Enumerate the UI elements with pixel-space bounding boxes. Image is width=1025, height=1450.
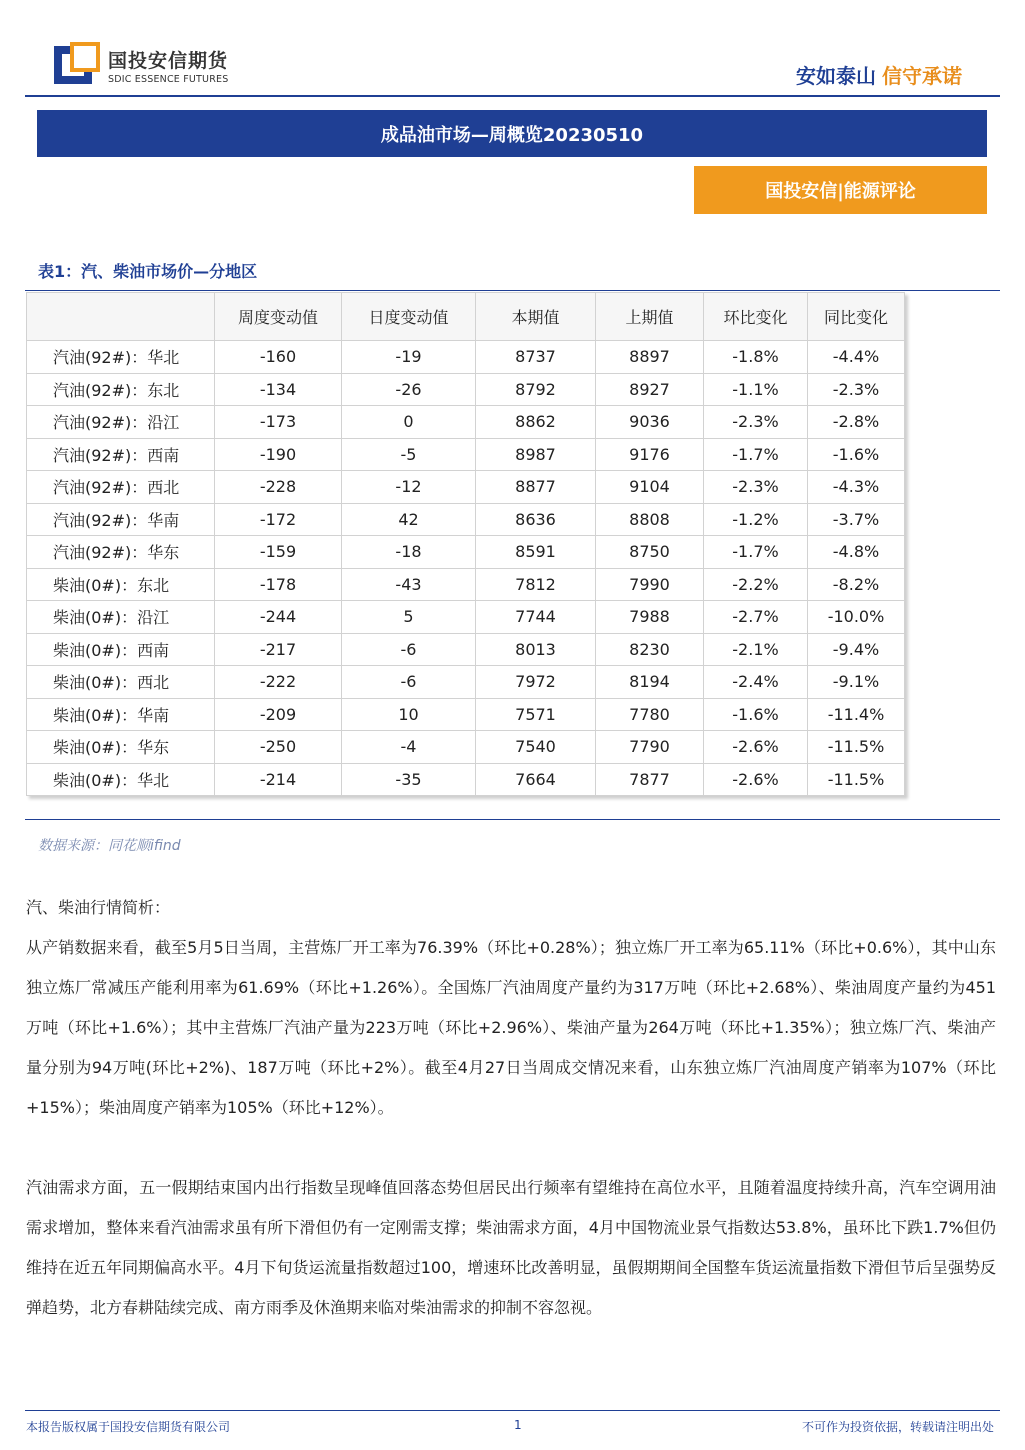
region-cell: 汽油(92#)：西南 bbox=[27, 438, 215, 471]
value-cell: 7972 bbox=[476, 666, 596, 699]
value-cell: 7790 bbox=[596, 731, 704, 764]
region-cell: 汽油(92#)：沿江 bbox=[27, 406, 215, 439]
value-cell: -26 bbox=[342, 373, 476, 406]
region-cell: 柴油(0#)：东北 bbox=[27, 568, 215, 601]
table-row bbox=[27, 373, 905, 406]
region-cell: 柴油(0#)：西南 bbox=[27, 633, 215, 666]
region-cell: 柴油(0#)：华东 bbox=[27, 731, 215, 764]
table-row bbox=[27, 536, 905, 569]
table-row bbox=[27, 438, 905, 471]
column-header: 环比变化 bbox=[704, 293, 808, 341]
value-cell: -4.8% bbox=[808, 536, 905, 569]
region-cell: 柴油(0#)：华南 bbox=[27, 698, 215, 731]
value-cell: -222 bbox=[215, 666, 342, 699]
table-title: 表1：汽、柴油市场价—分地区 bbox=[38, 262, 258, 281]
value-cell: -6 bbox=[342, 666, 476, 699]
region-cell: 汽油(92#)：华北 bbox=[27, 341, 215, 374]
value-cell: -9.4% bbox=[808, 633, 905, 666]
value-cell: -209 bbox=[215, 698, 342, 731]
value-cell: 8013 bbox=[476, 633, 596, 666]
value-cell: 8897 bbox=[596, 341, 704, 374]
data-source-note: 数据来源：同花顺ifind bbox=[38, 838, 181, 854]
column-header: 本期值 bbox=[476, 293, 596, 341]
table-row bbox=[27, 698, 905, 731]
value-cell: -1.2% bbox=[704, 503, 808, 536]
value-cell: 7988 bbox=[596, 601, 704, 634]
value-cell: -2.8% bbox=[808, 406, 905, 439]
value-cell: 8877 bbox=[476, 471, 596, 504]
value-cell: 7780 bbox=[596, 698, 704, 731]
value-cell: -1.6% bbox=[704, 698, 808, 731]
value-cell: 8636 bbox=[476, 503, 596, 536]
value-cell: -159 bbox=[215, 536, 342, 569]
header-divider bbox=[25, 95, 1000, 97]
value-cell: -190 bbox=[215, 438, 342, 471]
value-cell: -173 bbox=[215, 406, 342, 439]
page-number: 1 bbox=[514, 1418, 522, 1432]
table-row bbox=[27, 568, 905, 601]
table-body bbox=[27, 341, 905, 796]
value-cell: -2.3% bbox=[808, 373, 905, 406]
value-cell: 8194 bbox=[596, 666, 704, 699]
value-cell: -172 bbox=[215, 503, 342, 536]
region-cell: 柴油(0#)：沿江 bbox=[27, 601, 215, 634]
value-cell: -43 bbox=[342, 568, 476, 601]
value-cell: -244 bbox=[215, 601, 342, 634]
column-header: 上期值 bbox=[596, 293, 704, 341]
value-cell: -8.2% bbox=[808, 568, 905, 601]
value-cell: -2.2% bbox=[704, 568, 808, 601]
slogan bbox=[796, 60, 962, 89]
value-cell: -2.6% bbox=[704, 731, 808, 764]
value-cell: -2.7% bbox=[704, 601, 808, 634]
report-category-banner: 国投安信|能源评论 bbox=[694, 166, 987, 214]
value-cell: 8750 bbox=[596, 536, 704, 569]
value-cell: 7664 bbox=[476, 763, 596, 796]
value-cell: -217 bbox=[215, 633, 342, 666]
region-cell: 汽油(92#)：东北 bbox=[27, 373, 215, 406]
table-row bbox=[27, 633, 905, 666]
value-cell: -160 bbox=[215, 341, 342, 374]
table-row bbox=[27, 601, 905, 634]
value-cell: 9036 bbox=[596, 406, 704, 439]
table-row bbox=[27, 471, 905, 504]
value-cell: 10 bbox=[342, 698, 476, 731]
value-cell: -4.3% bbox=[808, 471, 905, 504]
value-cell: -3.7% bbox=[808, 503, 905, 536]
value-cell: -1.1% bbox=[704, 373, 808, 406]
value-cell: 9104 bbox=[596, 471, 704, 504]
region-cell: 柴油(0#)：华北 bbox=[27, 763, 215, 796]
table-bottom-divider bbox=[25, 819, 1000, 820]
value-cell: -228 bbox=[215, 471, 342, 504]
region-cell: 柴油(0#)：西北 bbox=[27, 666, 215, 699]
value-cell: -2.4% bbox=[704, 666, 808, 699]
value-cell: -1.6% bbox=[808, 438, 905, 471]
value-cell: -6 bbox=[342, 633, 476, 666]
slogan-part2: 信守承诺 bbox=[882, 64, 962, 88]
analysis-paragraph-demand: 汽油需求方面，五一假期结束国内出行指数呈现峰值回落态势但居民出行频率有望维持在高位水平，且随着温度持续升高，汽车空调用油需求增加，整体来看汽油需求虽有所下滑但仍有一定刚需支撑；柴油需求方面，4月中国物流业景气指数达53.8%，虽环比下跌1.7%但仍维持在近五年同期偏高水平。4月下旬货运流量指数超过100，增速环比改善明显，虽假期期间全国整车货运流量指数下滑但节后呈强势反弹趋势，北方春耕陆续完成、南方雨季及休渔期来临对柴油需求的抑制不容忽视。 bbox=[26, 1178, 996, 1317]
value-cell: -11.5% bbox=[808, 731, 905, 764]
value-cell: -1.7% bbox=[704, 438, 808, 471]
brand-name-cn: 国投安信期货 bbox=[108, 50, 229, 72]
value-cell: 8862 bbox=[476, 406, 596, 439]
value-cell: -178 bbox=[215, 568, 342, 601]
value-cell: 7540 bbox=[476, 731, 596, 764]
table-top-divider bbox=[25, 290, 1000, 291]
region-cell: 汽油(92#)：西北 bbox=[27, 471, 215, 504]
value-cell: -250 bbox=[215, 731, 342, 764]
region-cell: 汽油(92#)：华南 bbox=[27, 503, 215, 536]
table-row bbox=[27, 406, 905, 439]
value-cell: -2.1% bbox=[704, 633, 808, 666]
analysis-paragraph-supply: 从产销数据来看，截至5月5日当周，主营炼厂开工率为76.39%（环比+0.28%）；独立炼厂开工率为65.11%（环比+0.6%），其中山东独立炼厂常减压产能利用率为61.69%（环比+1.26%）。全国炼厂汽油周度产量约为317万吨（环比+2.68%）、柴油周度产量约为451万吨（环比+1.6%）；其中主营炼厂汽油产量为223万吨（环比+2.96%）、柴油产量为264万吨（环比+1.35%）；独立炼厂汽、柴油产量分别为94万吨(环比+2%)、187万吨（环比+2%）。截至4月27日当周成交情况来看，山东独立炼厂汽油周度产销率为107%（环比+15%）；柴油周度产销率为105%（环比+12%）。 bbox=[26, 938, 996, 1117]
value-cell: -4 bbox=[342, 731, 476, 764]
sdic-logo-icon bbox=[54, 42, 100, 84]
value-cell: -11.5% bbox=[808, 763, 905, 796]
value-cell: -18 bbox=[342, 536, 476, 569]
value-cell: 8591 bbox=[476, 536, 596, 569]
table-header-row bbox=[27, 293, 905, 341]
value-cell: 42 bbox=[342, 503, 476, 536]
column-header bbox=[27, 293, 215, 341]
region-cell: 汽油(92#)：华东 bbox=[27, 536, 215, 569]
table-row bbox=[27, 503, 905, 536]
column-header: 日度变动值 bbox=[342, 293, 476, 341]
value-cell: 8927 bbox=[596, 373, 704, 406]
value-cell: -19 bbox=[342, 341, 476, 374]
value-cell: -11.4% bbox=[808, 698, 905, 731]
value-cell: 7812 bbox=[476, 568, 596, 601]
value-cell: -5 bbox=[342, 438, 476, 471]
value-cell: 8737 bbox=[476, 341, 596, 374]
value-cell: -2.3% bbox=[704, 406, 808, 439]
footer-disclaimer: 不可作为投资依据，转载请注明出处 bbox=[801, 1420, 994, 1434]
value-cell: 8808 bbox=[596, 503, 704, 536]
price-table bbox=[26, 292, 905, 796]
value-cell: 5 bbox=[342, 601, 476, 634]
value-cell: -4.4% bbox=[808, 341, 905, 374]
value-cell: 8230 bbox=[596, 633, 704, 666]
value-cell: 9176 bbox=[596, 438, 704, 471]
value-cell: 7744 bbox=[476, 601, 596, 634]
brand-name-en: SDIC ESSENCE FUTURES bbox=[108, 74, 229, 85]
value-cell: -35 bbox=[342, 763, 476, 796]
value-cell: 8987 bbox=[476, 438, 596, 471]
value-cell: 8792 bbox=[476, 373, 596, 406]
table-row bbox=[27, 666, 905, 699]
report-title-banner: 成品油市场—周概览20230510 bbox=[37, 110, 987, 157]
table-row bbox=[27, 341, 905, 374]
column-header: 同比变化 bbox=[808, 293, 905, 341]
slogan-part1: 安如泰山 bbox=[796, 64, 876, 88]
value-cell: -9.1% bbox=[808, 666, 905, 699]
analysis-heading: 汽、柴油行情简析： bbox=[26, 898, 171, 917]
value-cell: -1.7% bbox=[704, 536, 808, 569]
value-cell: 0 bbox=[342, 406, 476, 439]
footer-divider bbox=[25, 1410, 1000, 1411]
value-cell: -2.3% bbox=[704, 471, 808, 504]
table-row bbox=[27, 731, 905, 764]
table-row bbox=[27, 763, 905, 796]
value-cell: 7877 bbox=[596, 763, 704, 796]
value-cell: -1.8% bbox=[704, 341, 808, 374]
value-cell: -12 bbox=[342, 471, 476, 504]
value-cell: -2.6% bbox=[704, 763, 808, 796]
value-cell: -134 bbox=[215, 373, 342, 406]
value-cell: -10.0% bbox=[808, 601, 905, 634]
value-cell: 7571 bbox=[476, 698, 596, 731]
column-header: 周度变动值 bbox=[215, 293, 342, 341]
value-cell: -214 bbox=[215, 763, 342, 796]
footer-copyright: 本报告版权属于国投安信期货有限公司 bbox=[26, 1420, 231, 1434]
value-cell: 7990 bbox=[596, 568, 704, 601]
